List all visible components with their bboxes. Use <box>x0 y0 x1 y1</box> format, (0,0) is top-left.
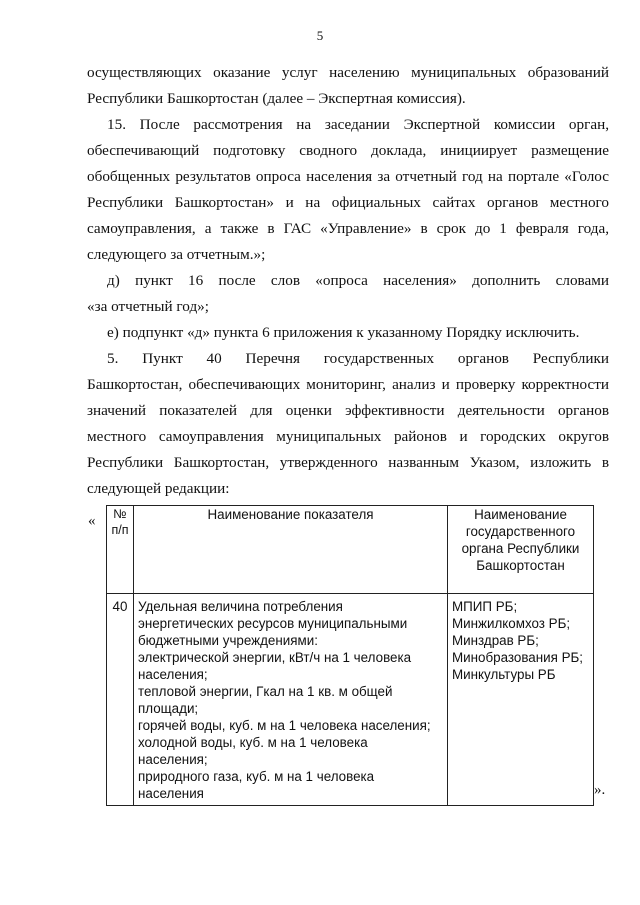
organ-cell <box>448 594 594 806</box>
indicator-line: населения <box>138 786 204 801</box>
header-organ-line: органа Республики <box>461 541 580 556</box>
organ-line: Минкультуры РБ <box>452 667 556 682</box>
organ-line: МПИП РБ; <box>452 599 518 614</box>
text-line: 5. Пункт 40 Перечня государственных органов Республики <box>107 350 609 367</box>
header-organ-line: Наименование <box>474 507 567 522</box>
organ-line: Минобразования РБ; <box>452 650 584 665</box>
text-line: обобщенных результатов опроса населения за отчетный год на портале «Голос <box>87 168 609 185</box>
text-line: Башкортостан, обеспечивающих мониторинг, анализ и проверку корректности <box>87 376 609 393</box>
indicator-line: холодной воды, куб. м на 1 человека <box>138 735 368 750</box>
indicator-line: населения; <box>138 667 208 682</box>
indicator-line: бюджетными учреждениями: <box>138 633 318 648</box>
header-num-abbr: п/п <box>111 523 129 537</box>
text-line: значений показателей для оценки эффективности деятельности органов <box>87 402 609 419</box>
header-num-symbol: № <box>113 507 127 521</box>
indicator-line: энергетических ресурсов муниципальными <box>138 616 408 631</box>
text-line: следующего за отчетным.»; <box>87 246 266 263</box>
text-line: Республики Башкортостан (далее – Экспертная комиссия). <box>87 90 466 107</box>
page-number: 5 <box>316 28 324 43</box>
indicator-line: горячей воды, куб. м на 1 человека населения; <box>138 718 431 733</box>
text-line: Республики Башкортостан» и на официальных сайтах органов местного <box>87 194 609 211</box>
organ-line: Минжилкомхоз РБ; <box>452 616 571 631</box>
text-line: местного самоуправления муниципальных районов и городских округов <box>87 428 609 445</box>
header-num-cell <box>107 506 134 594</box>
header-organ-line: государственного <box>465 524 576 539</box>
header-indicator-cell: Наименование показателя <box>134 506 448 594</box>
indicator-line: электрической энергии, кВт/ч на 1 человека <box>138 650 412 665</box>
text-line: самоуправления, а также в ГАС «Управление» в срок до 1 февраля года, <box>87 220 609 237</box>
text-line: осуществляющих оказание услуг населению муниципальных образований <box>87 64 609 81</box>
text-line: «за отчетный год»; <box>87 298 209 315</box>
table-header-row <box>107 506 594 594</box>
text-line: е) подпункт «д» пункта 6 приложения к указанному Порядку исключить. <box>107 324 580 341</box>
indicator-line: Удельная величина потребления <box>138 599 343 614</box>
indicator-table <box>106 505 594 806</box>
row-number-cell: 40 <box>107 594 134 806</box>
text-line: обеспечивающий подготовку сводного доклада, инициирует размещение <box>87 142 609 159</box>
text-line: Республики Башкортостан, утвержденного названным Указом, изложить в <box>87 454 609 471</box>
indicator-line: площади; <box>138 701 199 716</box>
header-organ-cell <box>448 506 594 594</box>
opening-quote: « <box>88 513 96 529</box>
text-line: следующей редакции: <box>87 480 230 497</box>
closing-quote: ». <box>594 782 606 798</box>
text-line: д) пункт 16 после слов «опроса населения» дополнить словами <box>107 272 609 289</box>
organ-line: Минздрав РБ; <box>452 633 539 648</box>
table-row <box>107 594 594 806</box>
indicator-line: природного газа, куб. м на 1 человека <box>138 769 375 784</box>
header-organ-line: Башкортостан <box>476 558 565 573</box>
text-line: 15. После рассмотрения на заседании Экспертной комиссии орган, <box>107 116 609 133</box>
indicator-line: населения; <box>138 752 208 767</box>
indicator-line: тепловой энергии, Гкал на 1 кв. м общей <box>138 684 393 699</box>
indicator-cell <box>134 594 448 806</box>
